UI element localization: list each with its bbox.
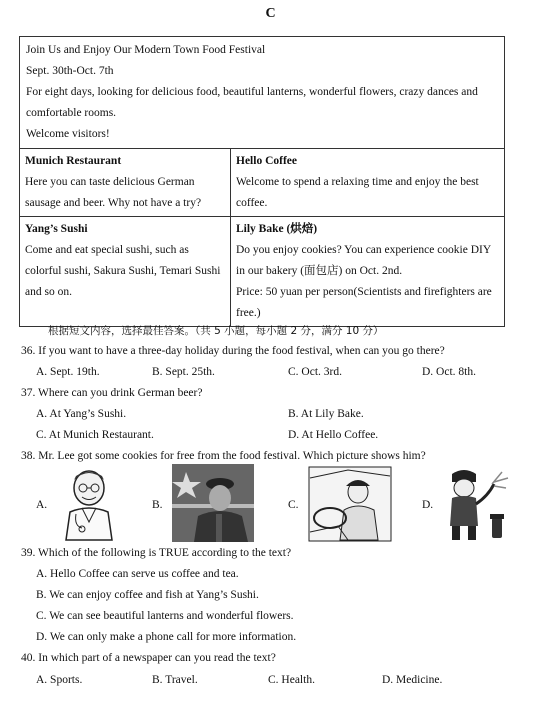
shop-text: Welcome to spend a relaxing time and enjoy the best coffee. [236,176,479,209]
shop-cell-yangs-sushi [20,217,231,327]
festival-welcome: Welcome visitors! [26,128,110,140]
q36-option-d: D. Oct. 8th. [422,366,476,378]
q39-option-c: C. We can see beautiful lanterns and wonderful flowers. [36,610,294,622]
question-39-stem: 39. Which of the following is TRUE according to the text? [21,547,292,559]
q36-option-b: B. Sept. 25th. [152,366,215,378]
q39-option-b: B. We can enjoy coffee and fish at Yang’s Sushi. [36,589,259,601]
shop-text: Do you enjoy cookies? You can experience cookie DIY in our bakery (面包店) on Oct. 2nd. [236,244,491,277]
question-36-stem: 36. If you want to have a three-day holiday during the food festival, when can you go there? [21,345,445,357]
q40-option-b: B. Travel. [152,674,198,686]
q37-option-b: B. At Lily Bake. [288,408,364,420]
driver-picture [308,466,392,542]
doctor-picture [52,466,126,542]
q40-option-c: C. Health. [268,674,315,686]
q37-option-d: D. At Hello Coffee. [288,429,379,441]
q40-option-d: D. Medicine. [382,674,443,686]
q37-option-a: A. At Yang’s Sushi. [36,408,127,420]
section-letter: C [265,6,276,21]
shop-cell-lily-bake [231,217,505,327]
festival-title: Join Us and Enjoy Our Modern Town Food Festival [26,44,266,56]
shop-cell-hello-coffee [231,149,505,217]
shop-name: Munich Restaurant [25,155,122,167]
festival-notice-table [19,36,505,327]
shop-cell-munich [20,149,231,217]
shop-name: Lily Bake (烘焙) [236,223,318,235]
q36-option-a: A. Sept. 19th. [36,366,100,378]
firefighter-picture [436,466,512,542]
q38-option-c: C. [288,499,299,511]
question-40-stem: 40. In which part of a newspaper can you read the text? [21,652,276,664]
festival-dates: Sept. 30th-Oct. 7th [26,65,114,77]
shop-name: Hello Coffee [236,155,297,167]
q36-option-c: C. Oct. 3rd. [288,366,342,378]
q38-option-d: D. [422,499,434,511]
police-officer-picture [172,464,254,542]
q40-option-a: A. Sports. [36,674,83,686]
q39-option-d: D. We can only make a phone call for more information. [36,631,297,643]
shop-name: Yang’s Sushi [25,223,88,235]
shop-text: Here you can taste delicious German sausage and beer. Why not have a try? [25,176,202,209]
shop-price: Price: 50 yuan per person(Scientists and firefighters are free.) [236,286,492,319]
shop-text: Come and eat special sushi, such as colorful sushi, Sakura Sushi, Temari Sushi and so on. [25,244,221,298]
q39-option-a: A. Hello Coffee can serve us coffee and tea. [36,568,239,580]
q38-option-b: B. [152,499,163,511]
question-37-stem: 37. Where can you drink German beer? [21,387,203,399]
festival-description: For eight days, looking for delicious food, beautiful lanterns, wonderful flowers, crazy dances and comfortable rooms. [26,86,478,119]
q37-option-c: C. At Munich Restaurant. [36,429,154,441]
festival-intro-cell [20,37,505,149]
q38-option-a: A. [36,499,48,511]
instruction-text: 根据短文内容，选择最佳答案。（共 5 小题，每小题 2 分，满分 10 分） [48,325,384,337]
question-38-stem: 38. Mr. Lee got some cookies for free from the food festival. Which picture shows him? [21,450,426,462]
